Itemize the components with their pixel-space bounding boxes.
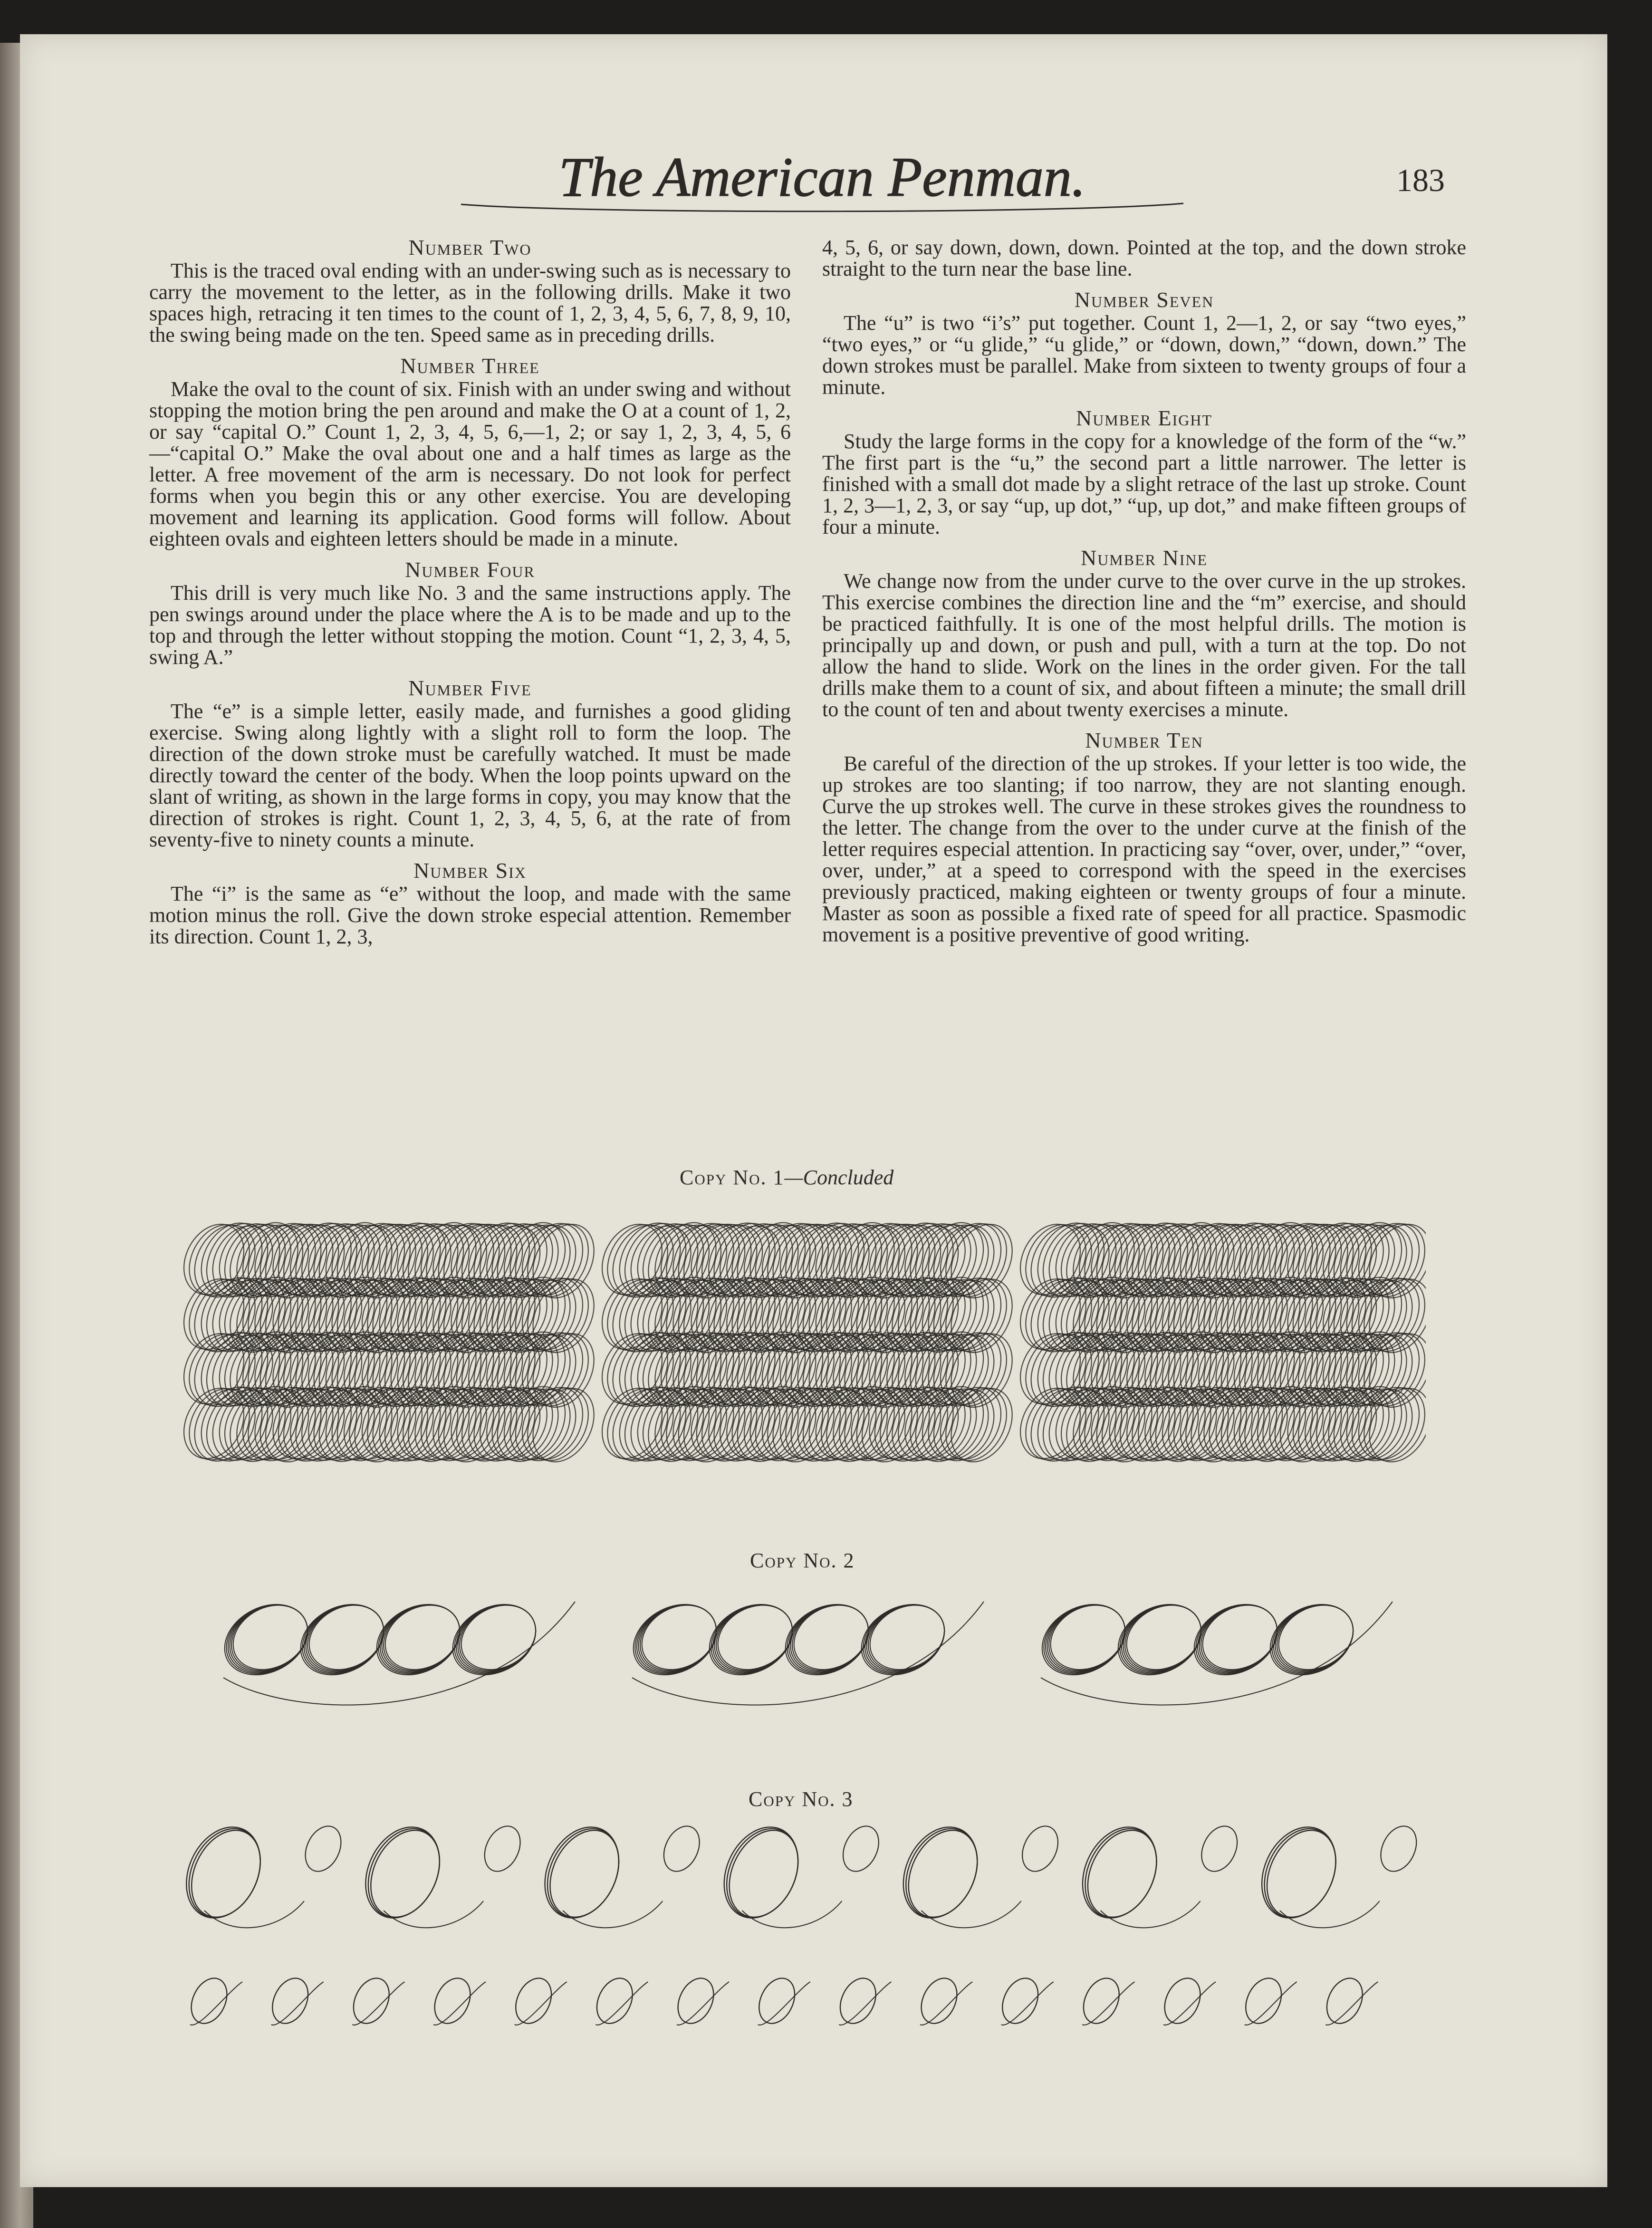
paragraph: This drill is very much like No. 3 and the same instructions apply. The pen swings around under the place where the A is to be made and up to the top and through the letter without stopping the motion. Count “1, 2, 3, 4, 5, swing A.”	[149, 581, 791, 669]
capital-o-pair	[1068, 1815, 1244, 1930]
section-heading: Number Six	[413, 858, 527, 883]
continued-paragraph: 4, 5, 6, or say down, down, down. Pointed at the top, and the down stroke straight to the turn near the base line.	[822, 236, 1466, 280]
small-o	[1239, 1972, 1297, 2029]
copy-1-oval-drills	[181, 1217, 1426, 1502]
capital-o-pair	[889, 1815, 1065, 1930]
right-column	[822, 237, 1466, 945]
small-o	[833, 1972, 891, 2029]
section-heading: Number Seven	[1074, 288, 1214, 312]
section-heading: Number Three	[400, 354, 540, 378]
copy-3-capital-o-drills	[181, 1815, 1435, 2044]
page-number: 183	[1396, 162, 1445, 198]
left-column	[149, 237, 791, 947]
oval-drill-block	[1008, 1217, 1426, 1472]
capital-o-pair	[531, 1815, 706, 1930]
capital-o-pair	[710, 1815, 885, 1930]
copy-2-oval-groups	[200, 1583, 1426, 1725]
masthead-title: The American Penman.	[558, 146, 1086, 208]
small-o	[671, 1972, 729, 2029]
oval-drill-block	[181, 1217, 606, 1472]
section-heading: Number Five	[408, 676, 532, 700]
paragraph: Study the large forms in the copy for a knowledge of the form of the “w.” The first part is the “u,” the second part a little narrower. The letter is finished with a small dot made by a slight retrace of the last up stroke. Count 1, 2, 3—1, 2, 3, or say “up, up dot,” “up, up dot,” and make fifteen groups of four a minute.	[822, 430, 1466, 538]
small-o	[509, 1972, 567, 2029]
copy-3-label: Copy No. 3	[749, 1787, 854, 1811]
oval-drill-block	[590, 1217, 1024, 1472]
copy-1-caption	[680, 1165, 893, 1190]
copy-2-label: Copy No. 2	[750, 1549, 855, 1572]
copy-1-label: Copy No. 1	[680, 1166, 785, 1189]
paragraph: The “e” is a simple letter, easily made, and furnishes a good gliding exercise. Swing along lightly with a slight roll to form the loop. The direction of the down stroke must be carefully watched. It must be made directly toward the center of the body. When the loop points upward on the slant of writing, as shown in the large forms in copy, you may know that the direction of strokes is right. Count 1, 2, 3, 4, 5, 6, at the rate of from seventy-five to ninety counts a minute.	[149, 700, 791, 851]
small-o	[346, 1972, 404, 2029]
section-heading: Number Two	[408, 235, 532, 259]
small-o	[1320, 1972, 1378, 2029]
small-o	[914, 1972, 972, 2029]
oval-group	[1030, 1591, 1393, 1705]
capital-o-pair	[1248, 1815, 1423, 1930]
section-heading: Number Nine	[1080, 546, 1208, 570]
masthead	[442, 143, 1202, 219]
paragraph: Make the oval to the count of six. Finish with an under swing and without stopping the motion bring the pen around and make the O at a count of 1, 2, or say “capital O.” Count 1, 2, 3, 4, 5, 6,—1, 2; or say 1, 2, 3, 4, 5, 6—“capital O.” Make the oval about one and a half times as large as the letter. A free movement of the arm is necessary. Do not look for perfect forms when you begin this or any other exercise. You are developing movement and learning its application. Good forms will follow. About eighteen ovals and eighteen letters should be made in a minute.	[149, 377, 791, 550]
section-heading: Number Eight	[1076, 406, 1213, 430]
small-o	[996, 1972, 1054, 2029]
section-heading: Number Four	[405, 557, 535, 582]
small-o	[184, 1972, 242, 2029]
small-o	[428, 1972, 486, 2029]
small-o	[266, 1972, 324, 2029]
copy-1-suffix: —Concluded	[784, 1166, 894, 1189]
small-o	[590, 1972, 648, 2029]
section-heading: Number Ten	[1085, 728, 1203, 752]
paragraph: Be careful of the direction of the up strokes. If your letter is too wide, the up strokes are too slanting; if too narrow, they are not slanting enough. Curve the up strokes well. The curve in these strokes gives the roundness to the letter. The change from the over to the under curve at the finish of the letter requires especial attention. In practicing say “over, over, under,” “over, over, under,” at a speed to correspond with the speed in the exercises previously practiced, making eighteen or twenty groups of four a minute. Master as soon as possible a fixed rate of speed for all practice. Spasmodic movement is a positive preventive of good writing.	[822, 752, 1466, 946]
small-o	[1158, 1972, 1216, 2029]
oval-group	[621, 1591, 984, 1705]
paragraph: This is the traced oval ending with an under-swing such as is necessary to carry the movement to the letter, as in the following drills. Make it two spaces high, retracing it ten times to the count of 1, 2, 3, 4, 5, 6, 7, 8, 9, 10, the swing being made on the ten. Speed same as in preceding drills.	[149, 259, 791, 346]
small-o	[1076, 1972, 1134, 2029]
copy-2-caption	[750, 1548, 855, 1573]
paragraph: The “i” is the same as “e” without the loop, and made with the same motion minus the roll. Give the down stroke especial attention. Remember its direction. Count 1, 2, 3,	[149, 882, 791, 948]
paragraph: We change now from the under curve to the over curve in the up strokes. This exercise combines the direction line and the “m” exercise, and should be practiced faithfully. It is one of the most helpful drills. The motion is principally up and down, or push and pull, with a turn at the top. Do not allow the hand to slide. Work on the lines in the order given. For the tall drills make them to a count of six, and about fifteen a minute; the small drill to the count of ten and about twenty exercises a minute.	[822, 569, 1466, 721]
small-o	[752, 1972, 810, 2029]
capital-o-pair	[352, 1815, 527, 1930]
capital-o-pair	[181, 1815, 348, 1930]
oval-group	[212, 1591, 575, 1705]
paragraph: The “u” is two “i’s” put together. Count 1, 2—1, 2, or say “two eyes,” “two eyes,” or “u glide,” “u glide,” or “down, down,” “down, down.” The down strokes must be parallel. Make from sixteen to twenty groups of four a minute.	[822, 311, 1466, 399]
copy-3-caption	[749, 1787, 854, 1811]
